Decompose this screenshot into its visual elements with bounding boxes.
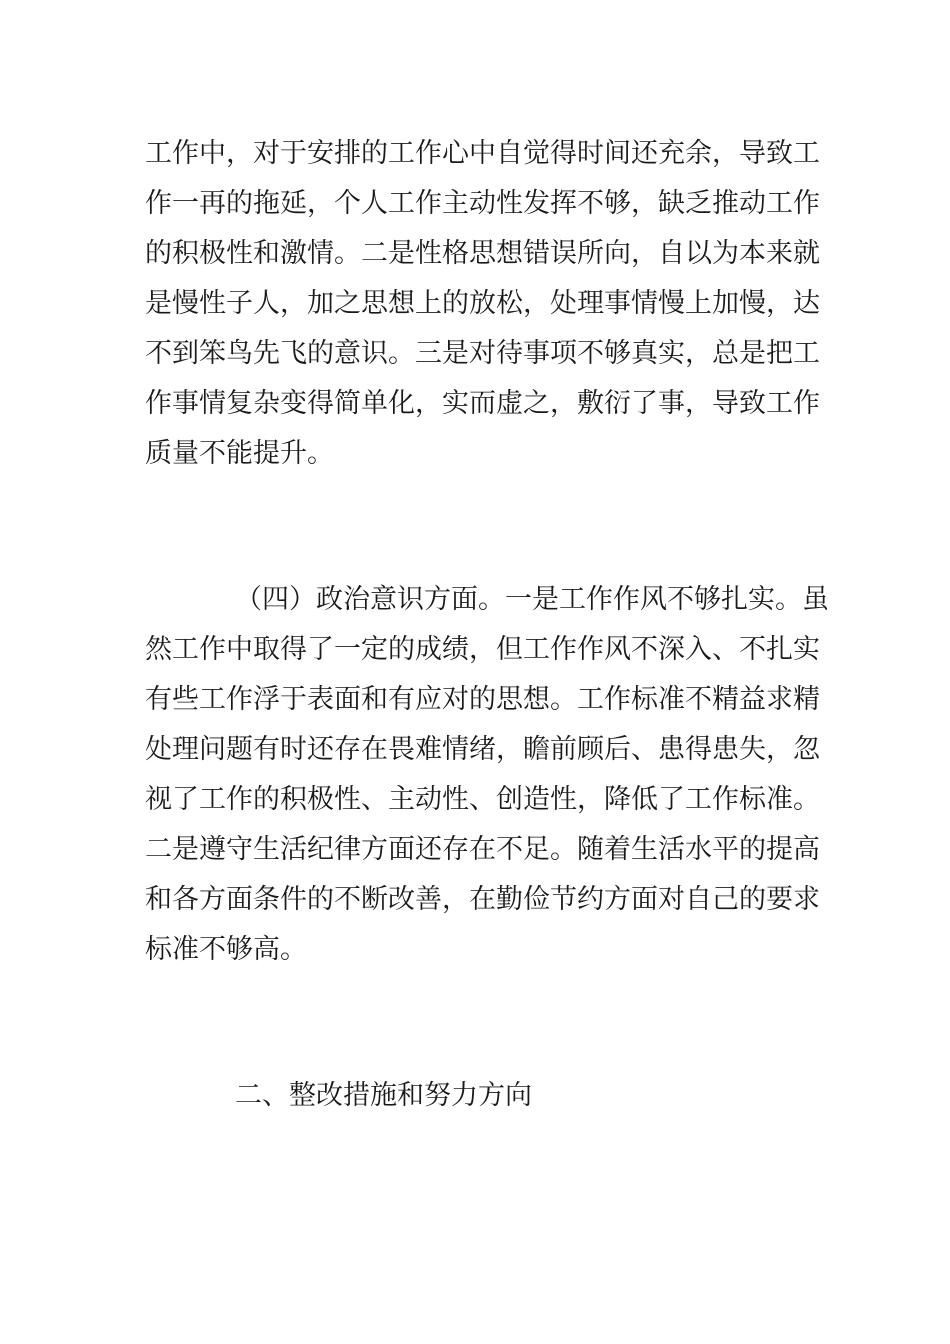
text-line: 不到笨鸟先飞的意识。三是对待事项不够真实，总是把工 (145, 338, 820, 369)
text-line: 标准不够高。 (145, 934, 307, 965)
text-line: （四）政治意识方面。一是工作作风不够扎实。虽 (235, 584, 829, 615)
text-line: 视了工作的积极性、主动性、创造性，降低了工作标准。 (145, 784, 820, 815)
text-line: 然工作中取得了一定的成绩，但工作作风不深入、不扎实 (145, 634, 820, 665)
text-line: 是慢性子人，加之思想上的放松，处理事情慢上加慢，达 (145, 288, 820, 319)
text-line: 二是遵守生活纪律方面还存在不足。随着生活水平的提高 (145, 834, 820, 865)
text-line: 工作中，对于安排的工作心中自觉得时间还充余，导致工 (145, 138, 820, 169)
text-line: 作一再的拖延，个人工作主动性发挥不够，缺乏推动工作 (145, 188, 820, 219)
text-line: 作事情复杂变得简单化，实而虚之，敷衍了事，导致工作 (145, 388, 820, 419)
text-line: 和各方面条件的不断改善，在勤俭节约方面对自己的要求 (145, 884, 820, 915)
text-line: 处理问题有时还存在畏难情绪，瞻前顾后、患得患失，忽 (145, 734, 820, 765)
text-line: 有些工作浮于表面和有应对的思想。工作标准不精益求精 (145, 684, 820, 715)
section-heading: 二、整改措施和努力方向 (235, 1080, 532, 1111)
text-line: 的积极性和激情。二是性格思想错误所向，自以为本来就 (145, 238, 820, 269)
text-line: 质量不能提升。 (145, 438, 334, 469)
